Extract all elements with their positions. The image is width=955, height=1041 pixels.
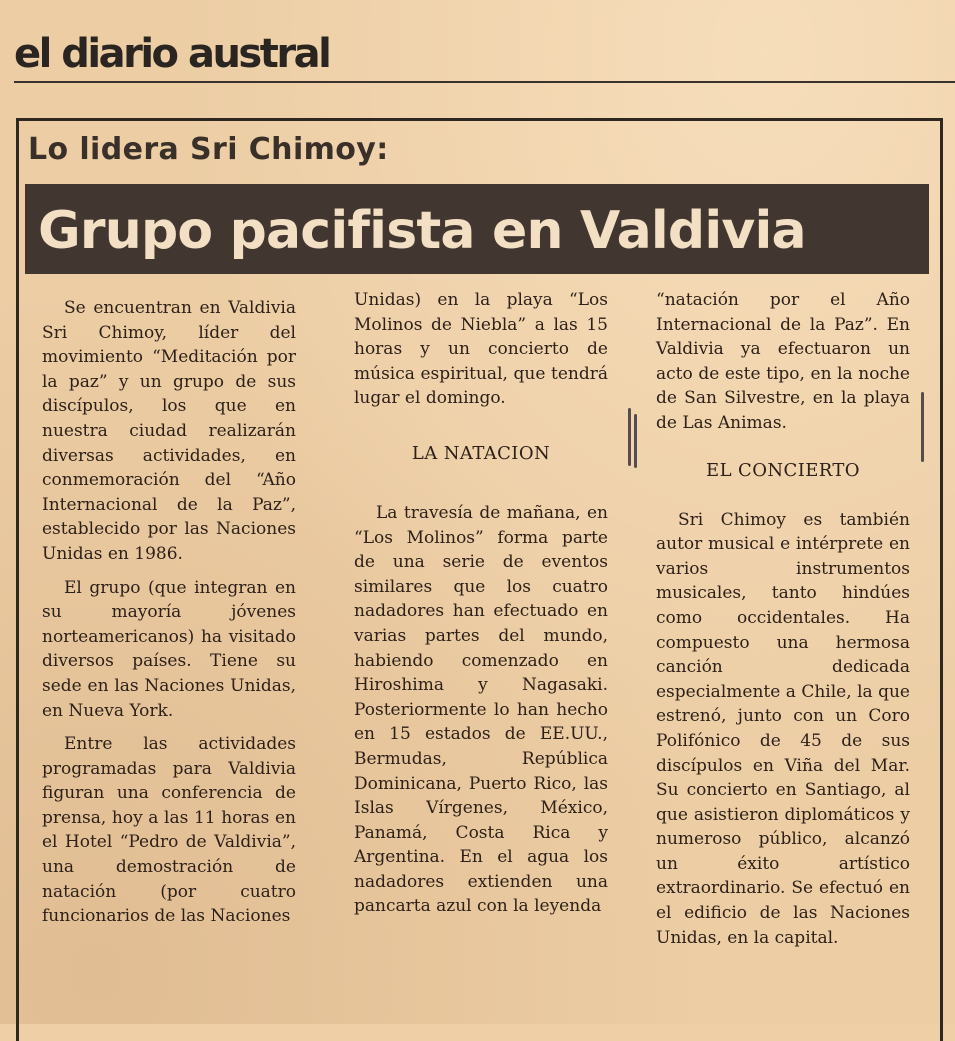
paragraph: Sri Chimoy es también autor musical e intérprete en varios instrumentos musicales, tanto hindúes como occidentales. Ha compuesto una hermosa canción dedicada especialmente a Chile, la que estrenó, junto con un Coro Polifónico de 45 de sus discípulos en Viña del Mar. Su concierto en Santiago, al que asistieron diplomáticos y numeroso público, alcanzó un éxito artístico extraordinario. Se efectuó en el edificio de las Naciones Unidas, en la capital. (656, 509, 910, 948)
paragraph: La travesía de mañana, en “Los Molinos” forma parte de una serie de eventos similares que los cuatro nadadores han efectuado en varias partes del mundo, habiendo comenzado en Hiroshima y Nagasaki. Posteriormente lo han hecho en 15 estados de EE.UU., Bermudas, República Dominicana, Puerto Rico, las Islas Vírgenes, México, Panamá, Costa Rica y Argentina. En el agua los nadadores extienden una pancarta azul con la leyenda (354, 502, 608, 917)
subhead-concierto: EL CONCIERTO (706, 459, 860, 481)
paragraph: Se encuentran en Valdivia Sri Chimoy, líder del movimiento “Meditación por la paz” y un grupo de sus discípulos, los que en nuestra ciudad realizarán diversas actividades, en conmemoración del “Año Internacional de la Paz”, establecido por las Naciones Unidas en 1986. (42, 298, 296, 564)
paragraph: Unidas) en la playa “Los Molinos de Niebla” a las 15 horas y un concierto de música espiritual, que tendrá lugar el domingo. (354, 290, 608, 409)
article-kicker: Lo lidera Sri Chimoy: (28, 132, 389, 167)
article-headline: Grupo pacifista en Valdivia (38, 201, 806, 261)
article-column-1 (42, 296, 296, 929)
pen-mark (921, 392, 924, 462)
article-column-2 (354, 288, 608, 919)
masthead: el diario austral (14, 31, 330, 77)
paragraph: “natación por el Año Internacional de la Paz”. En Valdivia ya efectuaron un acto de este tipo, en la noche de San Silvestre, en la playa de Las Animas. (656, 290, 910, 433)
masthead-rule (14, 81, 955, 83)
paragraph: Entre las actividades programadas para Valdivia figuran una conferencia de prensa, hoy a las 11 horas en el Hotel “Pedro de Valdivia”, una demostración de natación (por cuatro funcionarios de las Naciones (42, 734, 296, 927)
subhead-natacion: LA NATACION (411, 442, 551, 464)
pen-mark (628, 408, 631, 466)
pen-mark (634, 414, 637, 468)
paragraph: El grupo (que integran en su mayoría jóvenes norteamericanos) ha visitado diversos países. Tiene su sede en las Naciones Unidas, en Nueva York. (42, 577, 296, 721)
article-column-3 (656, 288, 910, 950)
